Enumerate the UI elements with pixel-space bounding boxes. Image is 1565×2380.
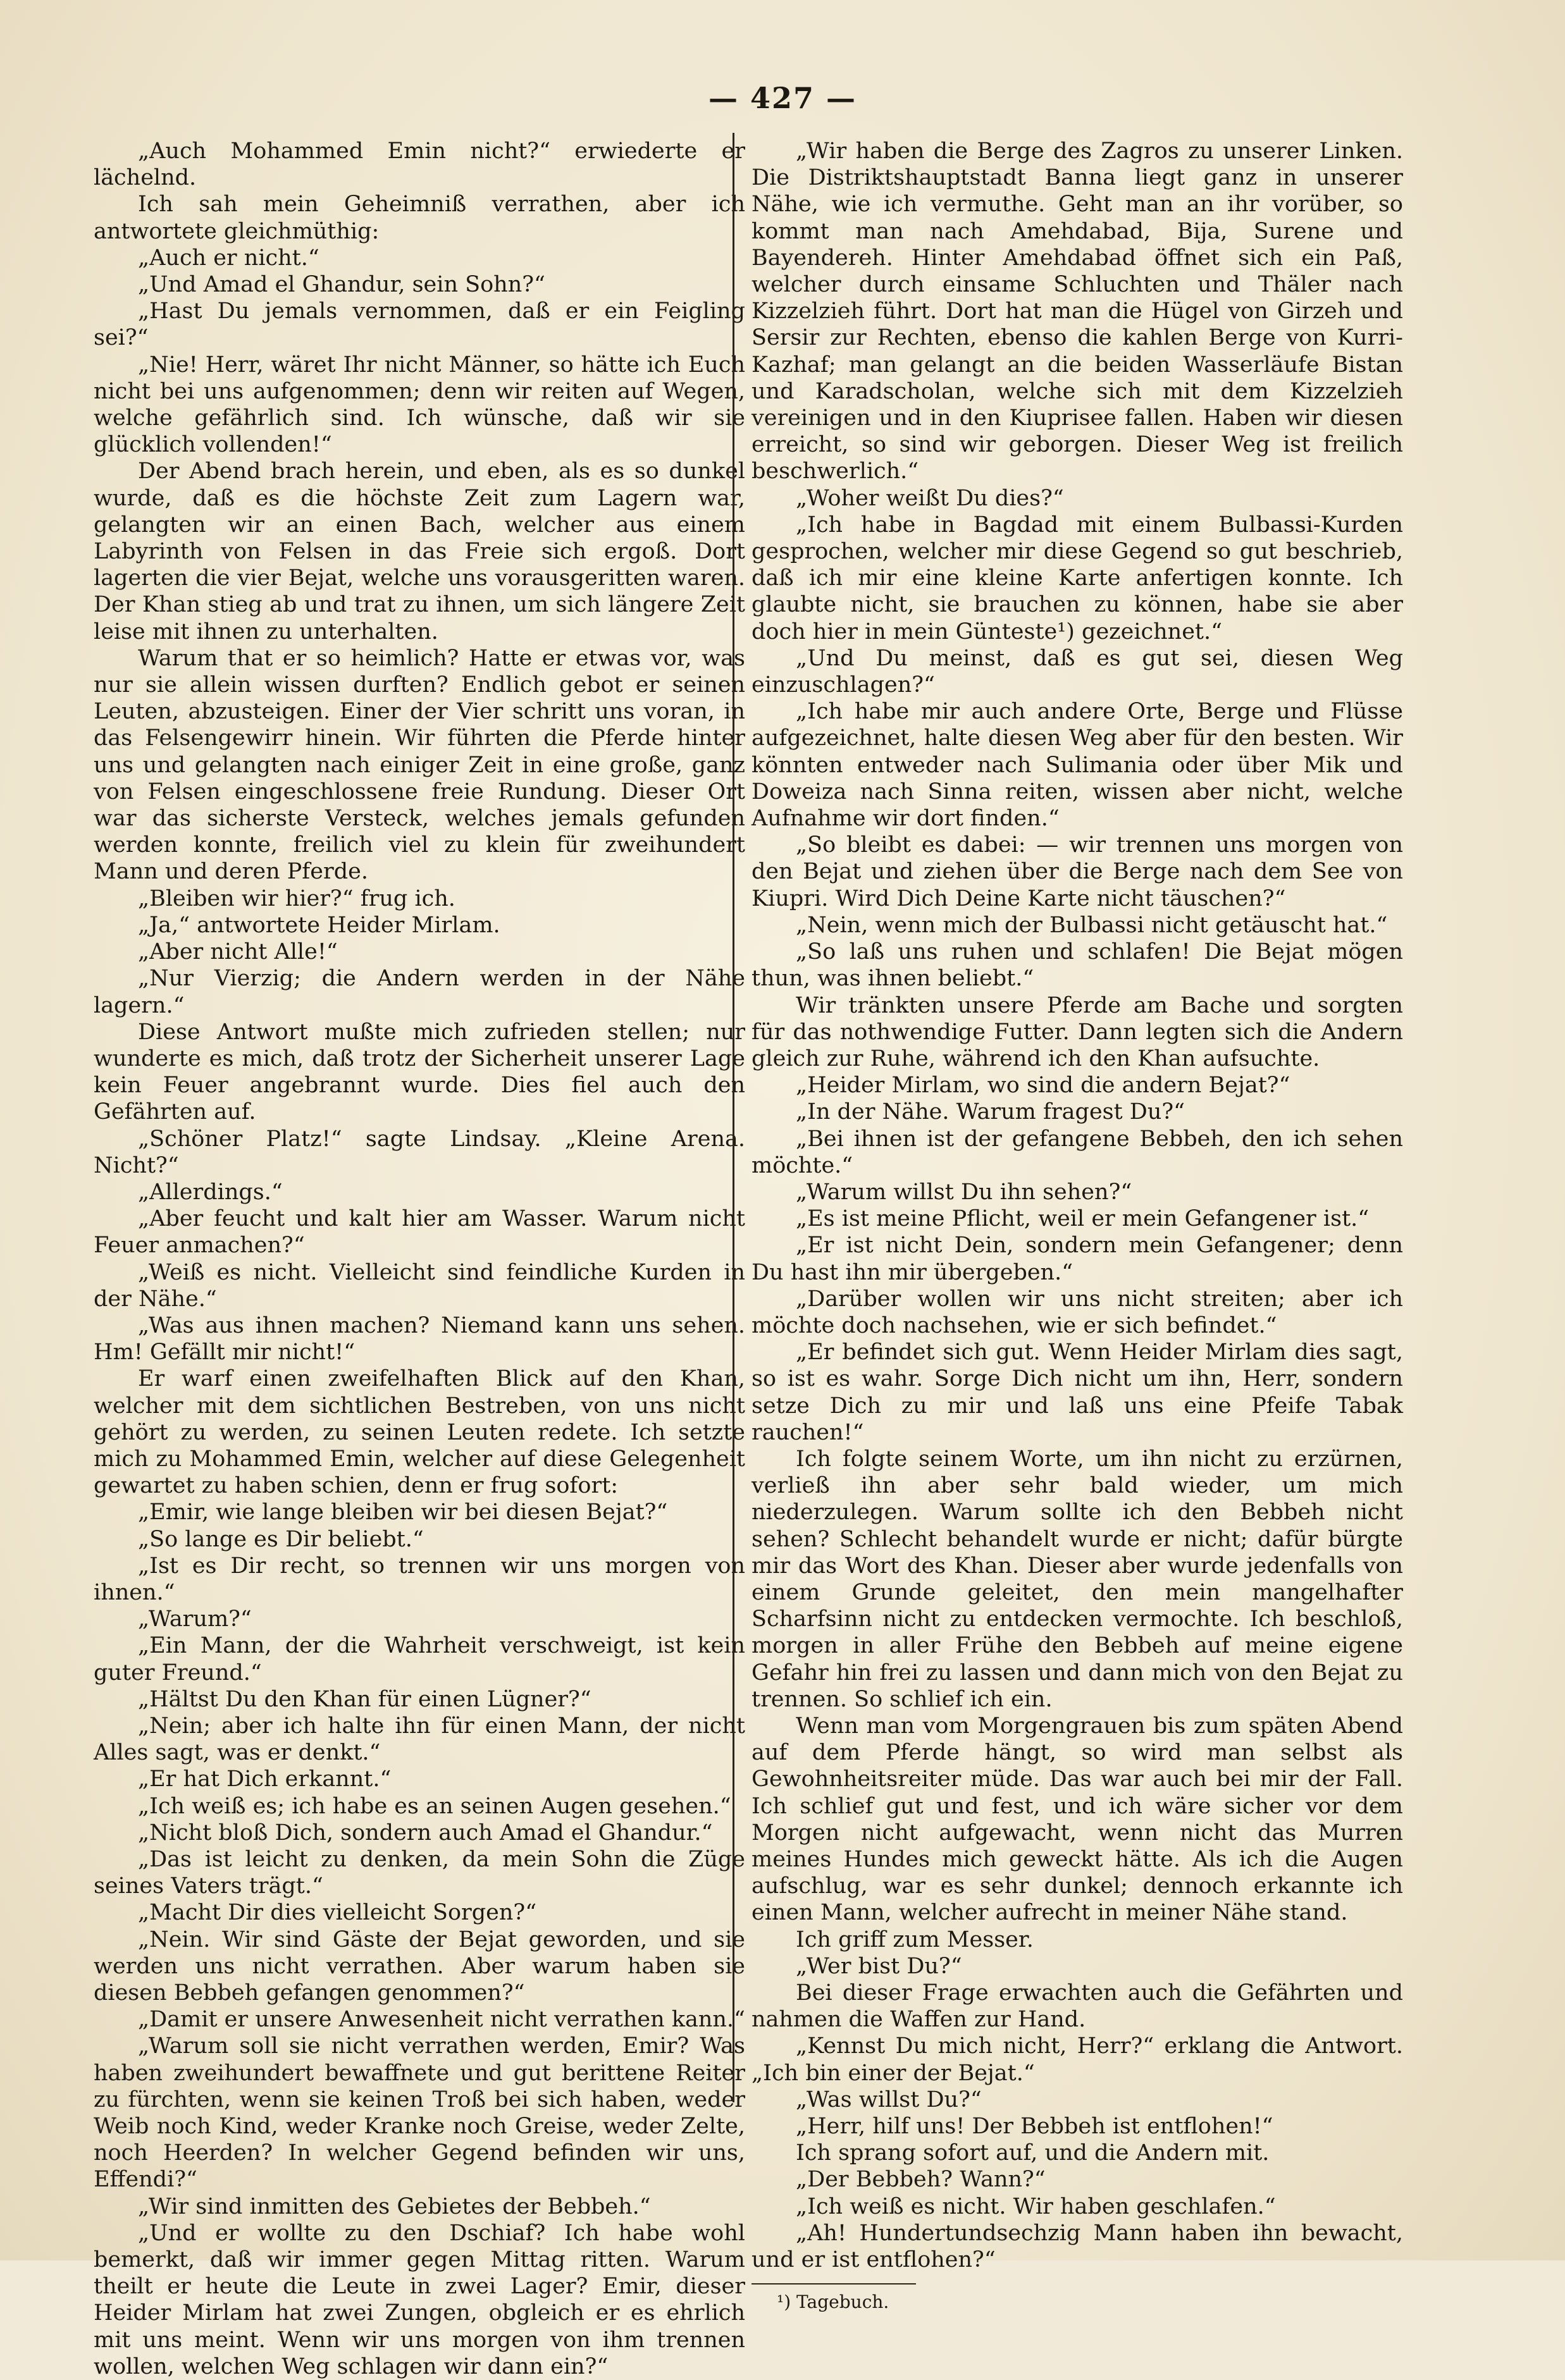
- paragraph: „Und Du meinst, daß es gut sei, diesen Weg einzuschlagen?“: [752, 645, 1403, 698]
- paragraph: „Ein Mann, der die Wahrheit verschweigt, ist kein guter Freund.“: [94, 1633, 745, 1686]
- paragraph: Bei dieser Frage erwachten auch die Gefährten und nahmen die Waffen zur Hand.: [752, 1980, 1403, 2033]
- paragraph: „In der Nähe. Warum fragest Du?“: [796, 1099, 1185, 1125]
- paragraph: Der Abend brach herein, und eben, als es so dunkel wurde, daß es die höchste Zeit zum Lagern war, gelangten wir an einen Bach, welcher aus einem Labyrinth von Felsen in das Freie sich ergoß. Dort lagerten die vier Bejat, welche uns vorausgeritten waren. Der Khan stieg ab und trat zu ihnen, um sich längere Zeit leise mit ihnen zu unterhalten.: [94, 459, 745, 644]
- paragraph: „Nein, wenn mich der Bulbassi nicht getäuscht hat.“: [796, 912, 1388, 938]
- paragraph: „Ja,“ antwortete Heider Mirlam.: [138, 912, 500, 938]
- paragraph: „Was aus ihnen machen? Niemand kann uns sehen. Hm! Gefällt mir nicht!“: [94, 1312, 745, 1366]
- paragraph: „Hast Du jemals vernommen, daß er ein Feigling sei?“: [94, 299, 745, 351]
- paragraph: „Bei ihnen ist der gefangene Bebbeh, den ich sehen möchte.“: [752, 1126, 1403, 1178]
- paragraph: „Darüber wollen wir uns nicht streiten; aber ich möchte doch nachsehen, wie er sich befindet.“: [752, 1286, 1403, 1338]
- paragraph: „Er ist nicht Dein, sondern mein Gefangener; denn Du hast ihn mir übergeben.“: [752, 1233, 1403, 1285]
- page-number: — 427 —: [708, 81, 857, 115]
- paragraph: Ich sprang sofort auf, und die Andern mit.: [796, 2140, 1270, 2166]
- paragraph: „Was willst Du?“: [796, 2087, 982, 2112]
- paragraph: „Nein. Wir sind Gäste der Bejat geworden, und sie werden uns nicht verrathen. Aber warum haben sie diesen Bebbeh gefangen genommen?“: [94, 1927, 745, 2006]
- paragraph: „Heider Mirlam, wo sind die andern Bejat?“: [796, 1073, 1290, 1099]
- paragraph: „Es ist meine Pflicht, weil er mein Gefangener ist.“: [796, 1206, 1370, 1232]
- paragraph: „Nein; aber ich halte ihn für einen Mann, der nicht Alles sagt, was er denkt.“: [94, 1713, 745, 1766]
- paragraph: Wir tränkten unsere Pferde am Bache und sorgten für das nothwendige Futter. Dann legten sich die Andern gleich zur Ruhe, während ich den Khan aufsuchte.: [752, 992, 1403, 1071]
- paragraph: Diese Antwort mußte mich zufrieden stellen; nur wunderte es mich, daß trotz der Sicherheit unserer Lage kein Feuer angebrannt wurde. Dies fiel auch den Gefährten auf.: [94, 1019, 745, 1125]
- paragraph: „Wir haben die Berge des Zagros zu unserer Linken. Die Distriktshauptstadt Banna liegt ganz in unserer Nähe, wie ich vermuthe. Geht man an ihr vorüber, so kommt man nach Amehdabad, Bija, Surene und Bayendereh. Hinter Amehdabad öffnet sich ein Paß, welcher durch einsame Schluchten und Thäler nach Kizzelzieh führt. Dort hat man die Hügel von Girzeh und Sersir zur Rechten, ebenso die kahlen Berge von Kurri-Kazhaf; man gelangt an die beiden Wasserläufe Bistan und Karadscholan, welche sich mit dem Kizzelzieh vereinigen und in den Kiuprisee fallen. Haben wir diesen erreicht, so sind wir geborgen. Dieser Weg ist freilich beschwerlich.“: [752, 139, 1403, 484]
- paragraph: „Hältst Du den Khan für einen Lügner?“: [138, 1686, 591, 1712]
- paragraph: „Nur Vierzig; die Andern werden in der Nähe lagern.“: [94, 966, 745, 1018]
- paragraph: „Macht Dir dies vielleicht Sorgen?“: [138, 1900, 537, 1926]
- paragraph: „Wer bist Du?“: [796, 1953, 962, 1979]
- paragraph: „Allerdings.“: [138, 1179, 283, 1205]
- column-divider: [733, 133, 734, 2102]
- paragraph: „Er befindet sich gut. Wenn Heider Mirlam dies sagt, so ist es wahr. Sorge Dich nicht um ihn, Herr, sondern setze Dich zu mir und laß uns eine Pfeife Tabak rauchen!“: [752, 1340, 1403, 1445]
- footnote: ¹) Tagebuch.: [777, 2291, 889, 2313]
- paragraph: „Er hat Dich erkannt.“: [138, 1767, 392, 1792]
- paragraph: „Der Bebbeh? Wann?“: [796, 2167, 1046, 2193]
- paragraph: „So lange es Dir beliebt.“: [138, 1526, 424, 1552]
- paragraph: Ich griff zum Messer.: [796, 1927, 1034, 1952]
- paragraph: „Damit er unsere Anwesenheit nicht verrathen kann.“: [138, 2007, 745, 2033]
- paragraph: „Ich weiß es; ich habe es an seinen Augen gesehen.“: [138, 1793, 731, 1819]
- left-column: [94, 138, 745, 2380]
- paragraph: „Auch Mohammed Emin nicht?“ erwiederte er lächelnd.: [94, 139, 745, 191]
- paragraph: „Das ist leicht zu denken, da mein Sohn die Züge seines Vaters trägt.“: [94, 1847, 745, 1899]
- paragraph: „Warum soll sie nicht verrathen werden, Emir? Was haben zweihundert bewaffnete und gut berittene Reiter zu fürchten, wenn sie keinen Troß bei sich haben, weder Weib noch Kind, weder Kranke noch Greise, weder Zelte, noch Heerden? In welcher Gegend befinden wir uns, Effendi?“: [94, 2033, 745, 2193]
- paragraph: „Warum willst Du ihn sehen?“: [796, 1179, 1132, 1205]
- paragraph: „Und Amad el Ghandur, sein Sohn?“: [138, 272, 545, 298]
- paragraph: Wenn man vom Morgengrauen bis zum späten Abend auf dem Pferde hängt, so wird man selbst als Gewohnheitsreiter müde. Das war auch bei mir der Fall. Ich schlief gut und fest, und ich wäre sicher vor dem Morgen nicht aufgewacht, wenn nicht das Murren meines Hundes mich geweckt hätte. Als ich die Augen aufschlug, war es sehr dunkel; dennoch erkannte ich einen Mann, welcher aufrecht in meiner Nähe stand.: [752, 1713, 1403, 1926]
- paragraph: „So laß uns ruhen und schlafen! Die Bejat mögen thun, was ihnen beliebt.“: [752, 939, 1403, 992]
- paragraph: „So bleibt es dabei: — wir trennen uns morgen von den Bejat und ziehen über die Berge nach dem See von Kiupri. Wird Dich Deine Karte nicht täuschen?“: [752, 832, 1403, 911]
- paragraph: „Kennst Du mich nicht, Herr?“ erklang die Antwort. „Ich bin einer der Bejat.“: [752, 2033, 1403, 2086]
- paragraph: „Nie! Herr, wäret Ihr nicht Männer, so hätte ich Euch nicht bei uns aufgenommen; denn wir reiten auf Wegen, welche gefährlich sind. Ich wünsche, daß wir sie glücklich vollenden!“: [94, 352, 745, 458]
- paragraph: „Aber feucht und kalt hier am Wasser. Warum nicht Feuer anmachen?“: [94, 1206, 745, 1259]
- paragraph: „Auch er nicht.“: [138, 245, 319, 271]
- paragraph: „Ist es Dir recht, so trennen wir uns morgen von ihnen.“: [94, 1553, 745, 1605]
- right-column: [752, 138, 1403, 2314]
- paragraph: „Ich habe in Bagdad mit einem Bulbassi-Kurden gesprochen, welcher mir diese Gegend so gut beschrieb, daß ich mir eine kleine Karte anfertigen konnte. Ich glaubte nicht, sie brauchen zu können, habe sie aber doch hier in mein Günteste¹) gezeichnet.“: [752, 512, 1403, 644]
- paragraph: „Emir, wie lange bleiben wir bei diesen Bejat?“: [138, 1500, 668, 1526]
- paragraph: „Weiß es nicht. Vielleicht sind feindliche Kurden in der Nähe.“: [94, 1259, 745, 1312]
- paragraph: „Ich habe mir auch andere Orte, Berge und Flüsse aufgezeichnet, halte diesen Weg aber für den besten. Wir könnten entweder nach Sulimania oder über Mik und Doweiza nach Sinna reiten, wissen aber nicht, welche Aufnahme wir dort finden.“: [752, 699, 1403, 832]
- paragraph: Ich folgte seinem Worte, um ihn nicht zu erzürnen, verließ ihn aber sehr bald wieder, um mich niederzulegen. Warum sollte ich den Bebbeh nicht sehen? Schlecht behandelt wurde er nicht; dafür bürgte mir das Wort des Khan. Dieser aber wurde jedenfalls von einem Grunde geleitet, den mein mangelhafter Scharfsinn nicht zu entdecken vermochte. Ich beschloß, morgen in aller Frühe den Bebbeh auf meine eigene Gefahr hin frei zu lassen und dann mich von den Bejat zu trennen. So schlief ich ein.: [752, 1446, 1403, 1712]
- paragraph: Er warf einen zweifelhaften Blick auf den Khan, welcher mit dem sichtlichen Bestreben, von uns nicht gehört zu werden, zu seinen Leuten redete. Ich setzte mich zu Mohammed Emin, welcher auf diese Gelegenheit gewartet zu haben schien, denn er frug sofort:: [94, 1366, 745, 1499]
- paragraph: „Herr, hilf uns! Der Bebbeh ist entflohen!“: [796, 2114, 1273, 2140]
- paragraph: „Bleiben wir hier?“ frug ich.: [138, 885, 455, 911]
- paragraph: „Und er wollte zu den Dschiaf? Ich habe wohl bemerkt, daß wir immer gegen Mittag ritten. Warum theilt er heute die Leute in zwei Lager? Emir, dieser Heider Mirlam hat zwei Zungen, obgleich er es ehrlich mit uns meint. Wenn wir uns morgen von ihm trennen wollen, welchen Weg schlagen wir dann ein?“: [94, 2220, 745, 2379]
- paragraph: „Woher weißt Du dies?“: [796, 485, 1064, 511]
- paragraph: „Nicht bloß Dich, sondern auch Amad el Ghandur.“: [138, 1820, 713, 1846]
- paragraph: „Warum?“: [138, 1606, 252, 1632]
- paragraph: „Wir sind inmitten des Gebietes der Bebbeh.“: [138, 2193, 651, 2219]
- footnote-rule: [752, 2283, 916, 2284]
- paragraph: „Aber nicht Alle!“: [138, 939, 338, 965]
- paragraph: Warum that er so heimlich? Hatte er etwas vor, was nur sie allein wissen durften? Endlich gebot er seinen Leuten, abzusteigen. Einer der Vier schritt uns voran, in das Felsengewirr hinein. Wir führten die Pferde hinter uns und gelangten nach einiger Zeit in eine große, ganz von Felsen eingeschlossene freie Rundung. Dieser Ort war das sicherste Versteck, welches jemals gefunden werden konnte, freilich viel zu klein für zweihundert Mann und deren Pferde.: [94, 645, 745, 885]
- paragraph: „Schöner Platz!“ sagte Lindsay. „Kleine Arena. Nicht?“: [94, 1126, 745, 1178]
- paragraph: „Ah! Hundertundsechzig Mann haben ihn bewacht, und er ist entflohen?“: [752, 2220, 1403, 2273]
- paragraph: „Ich weiß es nicht. Wir haben geschlafen.“: [796, 2193, 1276, 2219]
- paragraph: Ich sah mein Geheimniß verrathen, aber ich antwortete gleichmüthig:: [94, 192, 745, 244]
